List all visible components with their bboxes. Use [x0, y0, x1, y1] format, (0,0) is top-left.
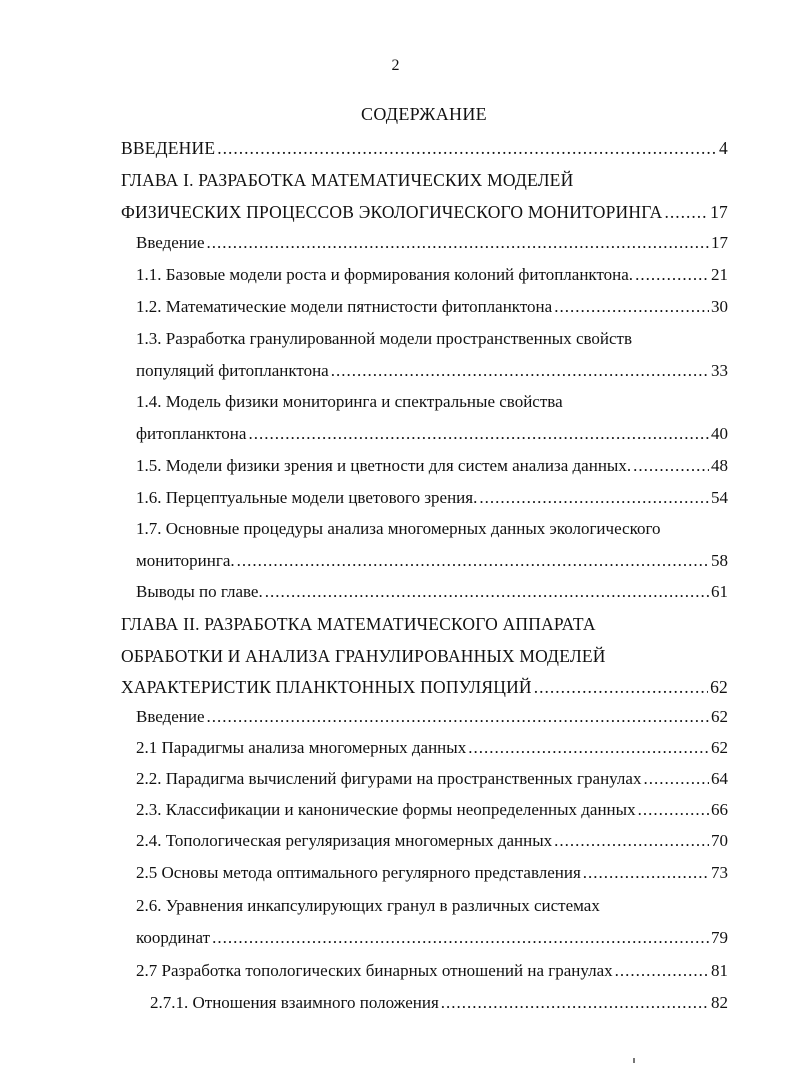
toc-entry-page: 62 — [710, 677, 728, 697]
dot-leader — [207, 232, 709, 254]
toc-entry-text: фитопланктона — [136, 424, 247, 443]
toc-entry-2-4[interactable] — [136, 830, 728, 852]
toc-entry-page: 17 — [710, 202, 728, 222]
toc-entry-1-3-cont[interactable] — [136, 360, 728, 382]
dot-leader — [615, 960, 709, 982]
toc-entry-2-7[interactable] — [136, 960, 728, 982]
dot-leader — [265, 581, 709, 603]
toc-entry-2-7-1[interactable] — [150, 992, 728, 1014]
toc-entry-page: 48 — [711, 456, 728, 475]
toc-entry-2-6-cont[interactable] — [136, 927, 728, 949]
dot-leader — [554, 296, 709, 318]
dot-leader — [643, 768, 709, 790]
dot-leader — [468, 737, 709, 759]
toc-entry-text: координат — [136, 928, 211, 947]
toc-entry-text: 1.3. Разработка гранулированной модели пространственных свойств — [136, 329, 633, 348]
toc-entry-page: 73 — [711, 863, 728, 882]
toc-entry-text: Выводы по главе. — [136, 582, 263, 601]
toc-entry-1-5[interactable] — [136, 455, 728, 477]
toc-entry-text: 2.7.1. Отношения взаимного положения — [150, 993, 439, 1012]
toc-entry-text: 1.7. Основные процедуры анализа многомерных данных экологического — [136, 519, 661, 538]
toc-entry-1-7[interactable] — [136, 518, 661, 540]
toc-entry-2-3[interactable] — [136, 799, 728, 821]
toc-entry-2-6[interactable] — [136, 895, 600, 917]
toc-entry-page: 17 — [711, 233, 728, 252]
toc-entry-text: ХАРАКТЕРИСТИК ПЛАНКТОННЫХ ПОПУЛЯЦИЙ — [121, 677, 532, 697]
toc-entry-page: 79 — [711, 928, 728, 947]
toc-entry-page: 66 — [711, 800, 728, 819]
toc-entry-1-6[interactable] — [136, 487, 728, 509]
dot-leader — [554, 830, 709, 852]
toc-title: СОДЕРЖАНИЕ — [361, 104, 487, 124]
toc-entry-page: 21 — [711, 265, 728, 284]
toc-entry-chapter-2-cont[interactable] — [121, 645, 606, 667]
toc-entry-page: 54 — [711, 488, 728, 507]
toc-entry-page: 81 — [711, 961, 728, 980]
toc-entry-chapter-2-cont2[interactable] — [121, 676, 728, 698]
dot-leader — [664, 201, 708, 223]
dot-leader — [441, 992, 709, 1014]
toc-entry-ch1-intro[interactable] — [136, 232, 728, 254]
toc-entry-page: 62 — [711, 707, 728, 726]
toc-entry-text: ГЛАВА I. РАЗРАБОТКА МАТЕМАТИЧЕСКИХ МОДЕЛЕЙ — [121, 170, 574, 190]
toc-entry-2-1[interactable] — [136, 737, 728, 759]
toc-entry-text: 1.4. Модель физики мониторинга и спектральные свойства — [136, 392, 563, 411]
toc-entry-1-7-cont[interactable] — [136, 550, 728, 572]
toc-entry-introduction[interactable] — [121, 137, 728, 159]
toc-entry-text: 2.5 Основы метода оптимального регулярного представления — [136, 863, 581, 882]
toc-entry-page: 61 — [711, 582, 728, 601]
toc-entry-ch2-intro[interactable] — [136, 706, 728, 728]
toc-entry-2-2[interactable] — [136, 768, 728, 790]
dot-leader — [331, 360, 709, 382]
toc-entry-chapter-1[interactable] — [121, 169, 573, 191]
dot-leader — [217, 137, 717, 159]
toc-entry-chapter-2[interactable] — [121, 613, 596, 635]
toc-entry-page: 4 — [719, 138, 728, 158]
toc-entry-text: 2.3. Классификации и канонические формы неопределенных данных — [136, 800, 636, 819]
toc-entry-text: 1.2. Математические модели пятнистости фитопланктона — [136, 297, 553, 316]
toc-entry-page: 82 — [711, 993, 728, 1012]
toc-entry-text: 2.4. Топологическая регуляризация многомерных данных — [136, 831, 553, 850]
dot-leader — [534, 676, 708, 698]
toc-entry-page: 40 — [711, 424, 728, 443]
dot-leader — [207, 706, 709, 728]
toc-entry-page: 30 — [711, 297, 728, 316]
toc-entry-1-4-cont[interactable] — [136, 423, 728, 445]
toc-entry-1-3[interactable] — [136, 328, 632, 350]
toc-entry-1-2[interactable] — [136, 296, 728, 318]
toc-entry-page: 33 — [711, 361, 728, 380]
toc-entry-text: ОБРАБОТКИ И АНАЛИЗА ГРАНУЛИРОВАННЫХ МОДЕЛЕЙ — [121, 646, 606, 666]
toc-entry-page: 58 — [711, 551, 728, 570]
toc-entry-2-5[interactable] — [136, 862, 728, 884]
toc-entry-text: популяций фитопланктона — [136, 361, 329, 380]
toc-entry-ch1-conclusions[interactable] — [136, 581, 728, 603]
toc-entry-text: 1.5. Модели физики зрения и цветности для систем анализа данных. — [136, 456, 632, 475]
dot-leader — [638, 799, 709, 821]
dot-leader — [212, 927, 709, 949]
toc-entry-text: Введение — [136, 233, 205, 252]
toc-entry-text: ГЛАВА II. РАЗРАБОТКА МАТЕМАТИЧЕСКОГО АППАРАТА — [121, 614, 596, 634]
dot-leader — [633, 455, 709, 477]
toc-entry-chapter-1-cont[interactable] — [121, 201, 728, 223]
toc-entry-text: 1.6. Перцептуальные модели цветового зрения. — [136, 488, 478, 507]
dot-leader — [479, 487, 709, 509]
toc-entry-text: ФИЗИЧЕСКИХ ПРОЦЕССОВ ЭКОЛОГИЧЕСКОГО МОНИТОРИНГА — [121, 202, 663, 222]
page-number: 2 — [391, 57, 400, 74]
toc-entry-text: Введение — [136, 707, 205, 726]
toc-entry-1-4[interactable] — [136, 391, 563, 413]
toc-entry-text: 1.1. Базовые модели роста и формирования колоний фитопланктона. — [136, 265, 634, 284]
toc-entry-text: ВВЕДЕНИЕ — [121, 138, 216, 158]
dot-leader — [635, 264, 709, 286]
dot-leader — [237, 550, 709, 572]
toc-entry-page: 62 — [711, 738, 728, 757]
dot-leader — [583, 862, 709, 884]
scan-speck — [633, 1058, 635, 1063]
toc-entry-1-1[interactable] — [136, 264, 728, 286]
toc-entry-text: 2.7 Разработка топологических бинарных отношений на гранулах — [136, 961, 613, 980]
toc-entry-text: мониторинга. — [136, 551, 235, 570]
dot-leader — [248, 423, 709, 445]
toc-entry-text: 2.6. Уравнения инкапсулирующих гранул в различных системах — [136, 896, 600, 915]
toc-entry-page: 64 — [711, 769, 728, 788]
toc-entry-text: 2.1 Парадигмы анализа многомерных данных — [136, 738, 467, 757]
toc-entry-page: 70 — [711, 831, 728, 850]
toc-entry-text: 2.2. Парадигма вычислений фигурами на пространственных гранулах — [136, 769, 642, 788]
